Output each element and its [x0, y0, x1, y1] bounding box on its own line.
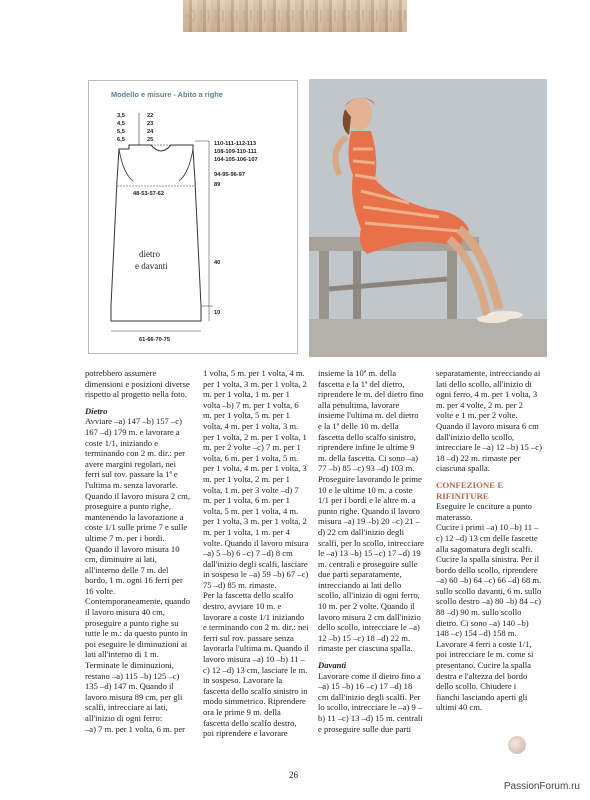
paragraph: –a) 7 m. per 1 volta, 6 m. per — [85, 723, 185, 734]
paragraph: insieme la 10ª m. della fascetta e la 1ª del dietro, riprendere le m. del dietro fino alla penultima, lavorare insieme l'ultima m. del dietro e la 1ª delle 10 m. della fascetta dello scalfo sinistro, riprendere infine le ultime 9 m. della fascetta. Ci sono –a) 77 –b) 85 –c) 93 –d) 103 m. Proseguire lavorando le prime 10 e le ultime 10 m. a coste 1/1 per i bordi e le altre m. a punto righe. Quando il lavoro misura –a) 19 –b) 20 –c) 21 –d) 22 cm dall'inizio degli scalfi, per lo scollo, intrecciare le –a) 13 –b) 15 –c) 17 –d) 19 m. centrali e proseguire sulle due parti separatamente, intrecciando ai lati dello scollo, all'inizio di ogni ferro, 10 m. per 2 volte. Quando il lavoro misura 2 cm dall'inizio dello scollo, intrecciare le –a) 12 –b) 15 –c) 18 –d) 22 m. rimaste per ciascuna spalla. — [318, 368, 424, 654]
bottom-width: 61-66-70-75 — [139, 337, 170, 343]
paragraph: Per la fascetta dello scalfo destro, avviare 10 m. e lavorare a coste 1/1 iniziando e terminando con 2 m. dir.: nei ferri sul rov. passare senza lavorarla l'ultima m. Quando il lavoro misura –a) 10 –b) 11 –c) 12 –d) 13 cm, lasciare le m. in sospeso. Lavorare la fascetta dello scalfo sinistro in modo simmetrico. Riprendere ora le prime 9 m. della fascetta dello scalfo destro, poi riprendere e lavorare — [203, 590, 309, 739]
dress-schematic — [89, 81, 297, 353]
back-label: dietro — [139, 249, 160, 259]
woman-in-striped-dress-icon — [309, 79, 547, 357]
paragraph: 1 volta, 5 m. per 1 volta, 4 m. per 1 volta, 3 m. per 1 volta, 2 m. per 1 volta, 1 m. per 1 volta –b) 7 m. per 1 volta, 6 m. per 1 volta, 5 m. per 1 volta, 4 m. per 1 volta, 3 m. per 1 volta, 2 m. per 1 volta, 1 m. per 2 volte –c) 7 m. per 1 volta, 6 m. per 1 volta, 5 m. per 1 volta, 4 m. per 1 volta, 3 m. per 1 volta, 2 m. per 1 volta, 1 m. per 3 volte –d) 7 m. per 1 volta, 6 m. per 1 volta, 5 m. per 1 volta, 4 m. per 1 volta, 3 m. per 1 volta, 2 m. per 1 volta, 1 m. per 4 volte. Quando il lavoro misura –a) 5 –b) 6 –c) 7 –d) 8 cm dall'inizio degli scalfi, lasciare in sospeso le –a) 59 –b) 67 –c) 75 –d) 85 m. rimaste. — [203, 368, 309, 590]
text-column-2 — [203, 368, 309, 739]
neck-depth-1: 3,5 — [117, 113, 125, 119]
hem-height: 10 — [214, 310, 221, 316]
knit-header-strip — [183, 0, 407, 32]
dress-outline — [111, 145, 201, 321]
armhole-right — [179, 149, 193, 181]
page-number: 26 — [289, 770, 298, 780]
neck-width-2: 23 — [147, 121, 154, 127]
paragraph: Cucire i primi –a) 10 –b) 11 –c) 12 –d) 13 cm delle fascette alla sagomatura degli scalfi. Cucire la spalla sinistra. Per il bordo dello scollo, riprendere –a) 60 –b) 64 –c) 66 –d) 68 m. sullo scollo davanti, 6 m. sullo scollo destro –a) 80 –b) 84 –c) 88 –d) 90 m. sullo scollo dietro. Ci sono –a) 140 –b) 148 –c) 154 –d) 158 m. Lavorare 4 ferri a coste 1/1, poi intrecciare le m. come si presentano. Cucire la spalla destra e l'altezza del bordo dello scollo. Chiudere i fianchi lasciando aperti gli ultimi 40 cm. — [436, 522, 542, 713]
diagram-title: Modello e misure - Abito a righe — [111, 90, 223, 99]
section-title-dietro: Dietro — [85, 405, 108, 416]
intro-paragraph: potrebbero assumere dimensioni e posizioni diverse rispetto al progetto nella foto. — [85, 368, 190, 400]
pattern-diagram — [88, 80, 298, 354]
top-width-1: 110-111-112-113 — [214, 141, 257, 147]
side-length: 40 — [214, 260, 221, 266]
text-column-3 — [318, 368, 424, 734]
top-width-2: 108-109-110-111 — [214, 149, 257, 155]
neck-depth-3: 5,5 — [117, 129, 125, 135]
armhole-width: 94-95-96-97 — [214, 172, 245, 178]
paragraph: separatamente, intrecciando ai lati dello scollo, all'inizio di ogni ferro, 4 m. per 1 volta, 3 m. per 4 volte, 2 m. per 2 volte e 1 m. per 2 volte. Quando il lavoro misura 6 cm dall'inizio dello scollo, intrecciare le –a) 12 –b) 15 –c) 18 –d) 22 m. rimaste per ciascuna spalla. — [436, 368, 542, 474]
armhole-left — [119, 149, 133, 181]
front-label: e davanti — [135, 261, 168, 271]
neck-width-4: 25 — [147, 137, 154, 143]
neck-depth-2: 4,5 — [117, 121, 125, 127]
section-title-davanti: Davanti — [318, 660, 347, 671]
yarn-ball-icon — [508, 736, 526, 754]
paragraph: Lavorare come il dietro fino a –a) 15 –b) 16 –c) 17 –d) 18 cm dall'inizio degli scalfi. Per lo scollo, intrecciare le –a) 9 –b) 11 –c) 13 –d) 15 m. centrali e proseguire sulle due parti — [318, 670, 423, 734]
paragraph: Eseguire le cuciture a punto materasso. — [436, 501, 532, 522]
watermark: PassionForum.ru — [503, 781, 580, 792]
model-photo — [309, 79, 547, 357]
paragraph: Quando il lavoro misura 10 cm, diminuire ai lati, all'interno delle 7 m. del bordo, 1 m. ogni 16 ferri per 16 volte. Contemporaneamente, quando il lavoro misura 40 cm, proseguire a punto righe su tutte le m.: da questo punto in poi eseguire le diminuzioni ai lati all'interno di 1 m. Terminate le diminuzioni, restano –a) 115 –b) 125 –c) 135 –d) 147 m. Quando il lavoro misura 89 cm, per gli scalfi, intrecciare ai lati, all'inizio di ogni ferro: — [85, 543, 191, 723]
paragraph: Avviare –a) 147 –b) 157 –c) 167 –d) 179 m. e lavorare a coste 1/1, iniziando e terminando con 2 m. dir.: per avere margini regolari, nei ferri sul rov. passare la 1ª e l'ultima m. senza lavorarle. Quando il lavoro misura 2 cm, proseguire a punto righe, mantenendo la lavorazione a coste 1/1 sulle prime 7 e sulle ultime 7 m. per i bordi. — [85, 416, 191, 543]
neck-depth-4: 6,5 — [117, 137, 125, 143]
neck-width-1: 22 — [147, 113, 154, 119]
armhole-depth: 89 — [214, 182, 221, 188]
neck-width-3: 24 — [147, 129, 154, 135]
text-column-1 — [85, 368, 191, 734]
section-title-confezione: CONFEZIONE E RIFINITURE — [436, 479, 504, 501]
top-width-3: 104-105-106-107 — [214, 157, 258, 163]
text-column-4 — [436, 368, 542, 713]
bust-width: 48-53-57-62 — [133, 191, 164, 197]
